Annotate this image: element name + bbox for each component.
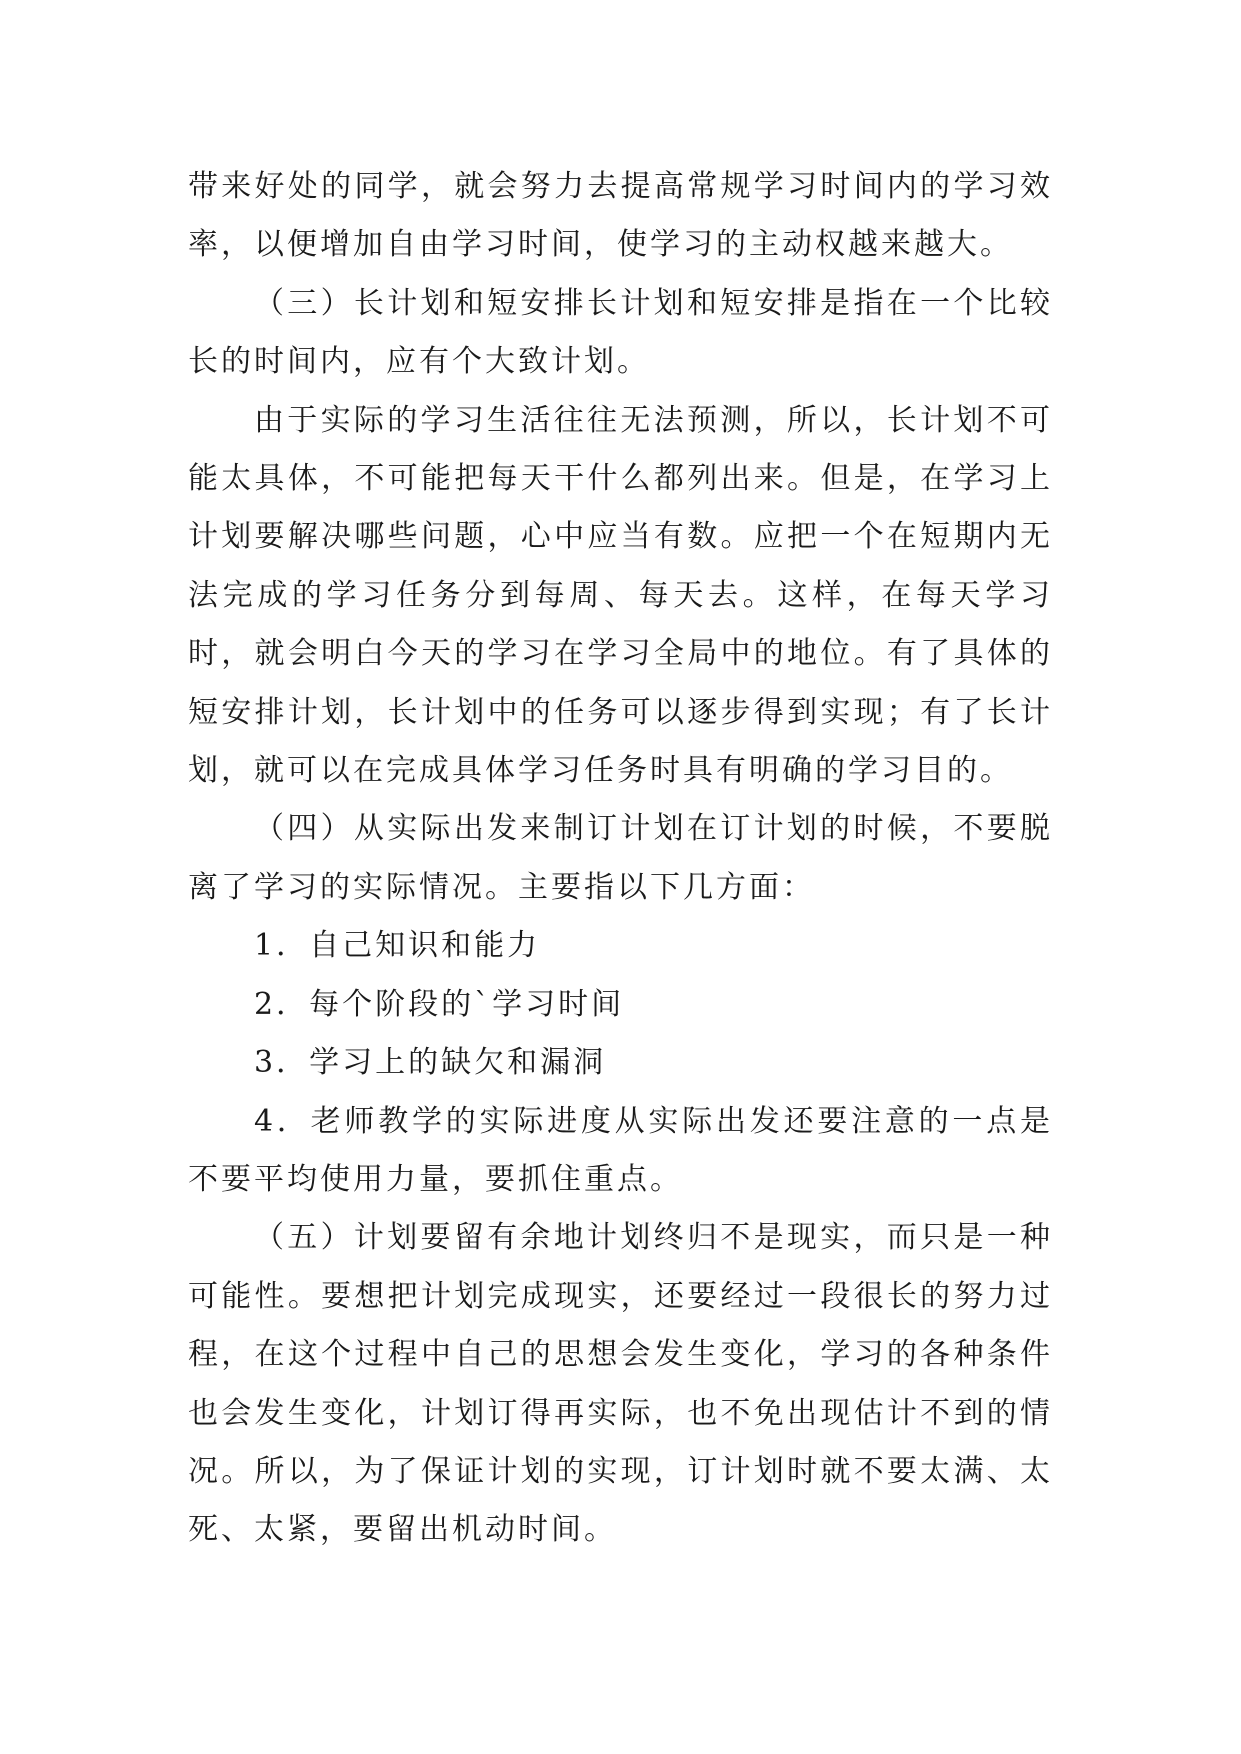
- list-item-study-time: 2．每个阶段的`学习时间: [254, 986, 625, 1022]
- paragraph-long-short-plan: 由于实际的学习生活往往无法预测，所以，长计划不可能太具体，不可能把每天干什么都列出来。但是，在学习上计划要解决哪些问题，心中应当有数。应把一个在短期内无法完成的学习任务分到每周、每天去。这样，在每天学习时，就会明白今天的学习在学习全局中的地位。有了具体的短安排计划，长计划中的任务可以逐步得到实现；有了长计划，就可以在完成具体学习任务时具有明确的学习目的。: [188, 402, 1053, 789]
- paragraph-continuation: 带来好处的同学，就会努力去提高常规学习时间内的学习效率，以便增加自由学习时间，使学习的主动权越来越大。: [188, 169, 1053, 263]
- document-body: [188, 158, 1053, 1560]
- list-item-teacher-progress: 4．老师教学的实际进度从实际出发还要注意的一点是不要平均使用力量，要抓住重点。: [188, 1103, 1053, 1197]
- paragraph-section-four: （四）从实际出发来制订计划在订计划的时候，不要脱离了学习的实际情况。主要指以下几方面：: [188, 811, 1053, 905]
- paragraph-section-five: （五）计划要留有余地计划终归不是现实，而只是一种可能性。要想把计划完成现实，还要经过一段很长的努力过程，在这个过程中自己的思想会发生变化，学习的各种条件也会发生变化，计划订得再实际，也不免出现估计不到的情况。所以，为了保证计划的实现，订计划时就不要太满、太死、太紧，要留出机动时间。: [188, 1220, 1053, 1548]
- list-item-gaps: 3．学习上的缺欠和漏洞: [254, 1045, 607, 1081]
- paragraph-section-three: （三）长计划和短安排长计划和短安排是指在一个比较长的时间内，应有个大致计划。: [188, 285, 1053, 380]
- list-item-knowledge-ability: 1．自己知识和能力: [254, 928, 541, 964]
